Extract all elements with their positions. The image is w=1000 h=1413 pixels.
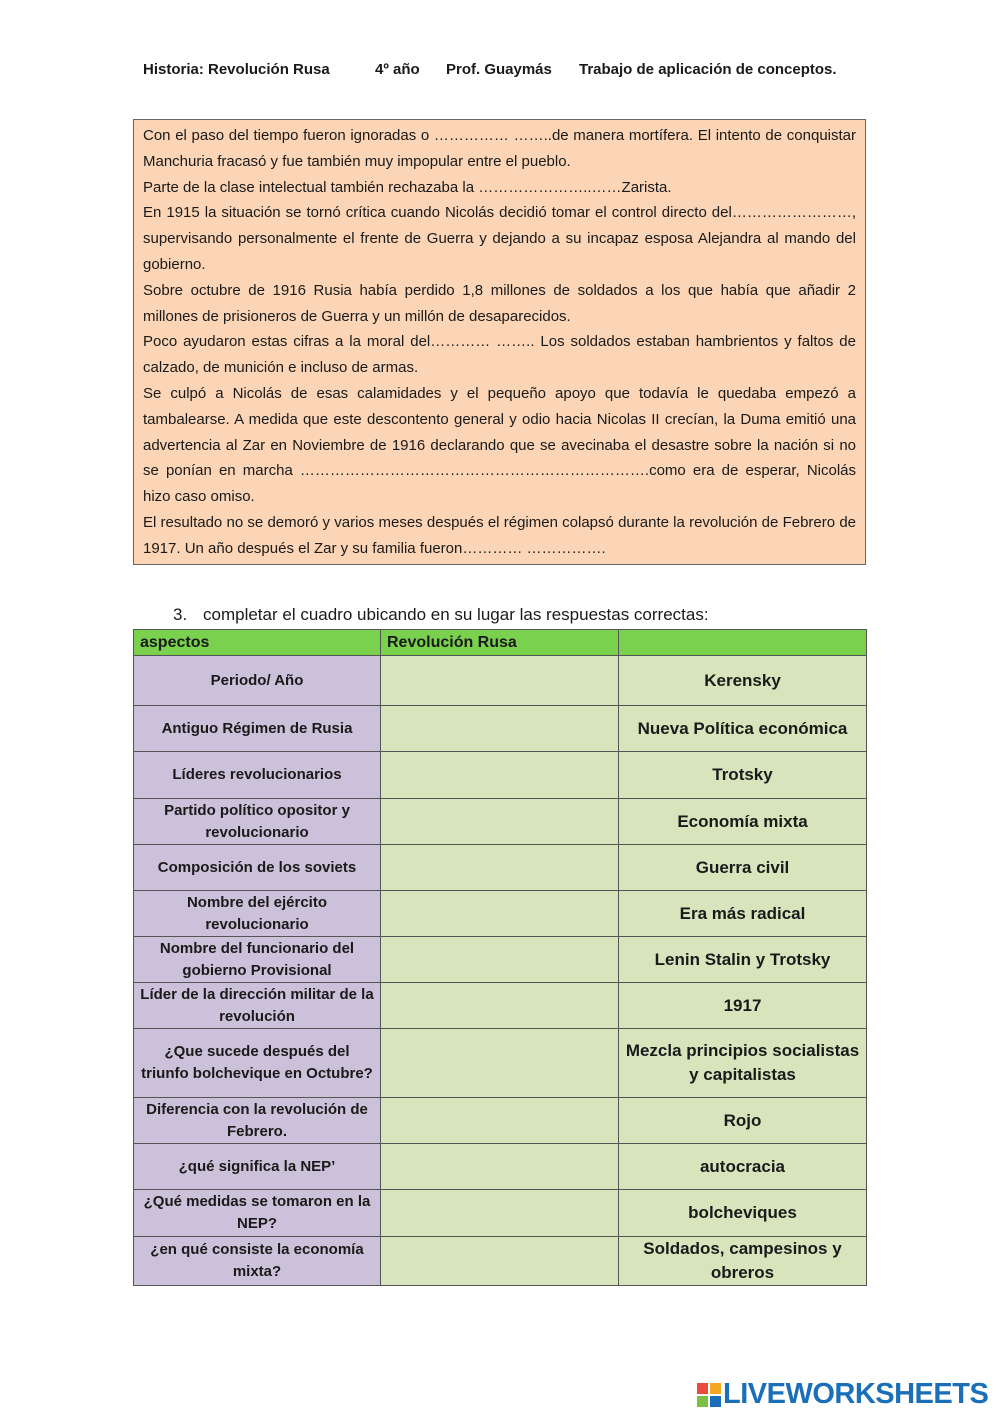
answer-option[interactable]: bolcheviques [619,1190,867,1237]
answer-drop-cell[interactable] [381,752,619,799]
aspect-label: Composición de los soviets [134,845,381,891]
column-header-aspects: aspectos [134,630,381,656]
answer-drop-cell[interactable] [381,799,619,845]
table-row [134,1144,867,1190]
table-row [134,891,867,937]
aspect-label: ¿Que sucede después del triunfo bolchevique en Octubre? [134,1029,381,1098]
liveworksheets-logo-icon [697,1383,721,1407]
paragraph: Poco ayudaron estas cifras a la moral del………… …….. Los soldados estaban hambrientos y faltos de calzado, de munición e incluso de armas. [143,333,856,377]
answer-drop-cell[interactable] [381,937,619,983]
answer-drop-cell[interactable] [381,1098,619,1144]
answer-option[interactable]: Era más radical [619,891,867,937]
table-header-row [134,630,867,656]
aspect-label: Nombre del ejército revolucionario [134,891,381,937]
question-text: completar el cuadro ubicando en su lugar las respuestas correctas: [203,605,709,624]
table-row [134,1029,867,1098]
liveworksheets-logo [697,1378,988,1408]
logo-text: LIVEWORKSHEETS [723,1378,989,1410]
table-row [134,1098,867,1144]
paragraph: Sobre octubre de 1916 Rusia había perdido 1,8 millones de soldados a los que había que añadir 2 millones de prisioneros de Guerra y un millón de desaparecidos. [143,281,856,325]
table-row [134,656,867,706]
answer-option[interactable]: Lenin Stalin y Trotsky [619,937,867,983]
aspect-label: Líder de la dirección militar de la revolución [134,983,381,1029]
paragraph: Con el paso del tiempo fueron ignoradas o …………… ……..de manera mortífera. El intento de conquistar Manchuria fracasó y fue también muy impopular entre el pueblo. [143,127,856,170]
answer-option[interactable]: Mezcla principios socialistas y capitalistas [619,1029,867,1098]
answer-drop-cell[interactable] [381,706,619,752]
answer-option[interactable]: Nueva Política económica [619,706,867,752]
worksheet-header [143,61,883,83]
table-row [134,706,867,752]
aspect-label: Líderes revolucionarios [134,752,381,799]
aspect-label: Periodo/ Año [134,656,381,706]
teacher-name: Prof. Guaymás [446,61,552,78]
answer-option[interactable]: Rojo [619,1098,867,1144]
paragraph: Parte de la clase intelectual también rechazaba la …………………..……Zarista. [143,178,672,196]
answer-option[interactable]: Guerra civil [619,845,867,891]
table-row [134,1237,867,1286]
paragraph: El resultado no se demoró y varios meses después el régimen colapsó durante la revolución de Febrero de 1917. Un año después el Zar y su familia fueron………… ……………. [143,513,856,557]
table-row [134,937,867,983]
answer-drop-cell[interactable] [381,1237,619,1286]
table-row [134,845,867,891]
column-header-revolution: Revolución Rusa [381,630,619,656]
paragraph: En 1915 la situación se tornó crítica cuando Nicolás decidió tomar el control directo del……………………, supervisando personalmente el frente de Guerra y dejando a su incapaz esposa Alejandra al mando del gobierno. [143,204,856,273]
subject-title: Historia: Revolución Rusa [143,61,330,78]
grade-label: 4º año [375,61,420,78]
question-3-instruction [173,605,709,625]
answer-option[interactable]: Trotsky [619,752,867,799]
question-number: 3. [173,605,188,624]
reading-text-box [133,119,866,565]
answer-option[interactable]: autocracia [619,1144,867,1190]
answer-option[interactable]: Kerensky [619,656,867,706]
aspect-label: Nombre del funcionario del gobierno Provisional [134,937,381,983]
table-row [134,983,867,1029]
table-row [134,1190,867,1237]
answer-option[interactable]: Economía mixta [619,799,867,845]
table-row [134,752,867,799]
answer-drop-cell[interactable] [381,845,619,891]
aspect-label: ¿qué significa la NEP’ [134,1144,381,1190]
answer-drop-cell[interactable] [381,1144,619,1190]
aspect-label: Antiguo Régimen de Rusia [134,706,381,752]
answer-drop-cell[interactable] [381,891,619,937]
aspect-label: Diferencia con la revolución de Febrero. [134,1098,381,1144]
aspect-label: ¿Qué medidas se tomaron en la NEP? [134,1190,381,1237]
answer-drop-cell[interactable] [381,1190,619,1237]
paragraph: Se culpó a Nicolás de esas calamidades y el pequeño apoyo que todavía le quedaba empezó a tambalearse. A medida que este descontento general y odio hacia Nicolas II crecían, la Duma emitió una advertencia al Zar en Noviembre de 1916 declarando que se avecinaba el desastre sobre la nación si no se ponían en marcha …………………………………………………………….como era de esperar, Nicolás hizo caso omiso. [143,384,856,506]
concepts-table [133,629,867,1286]
activity-title: Trabajo de aplicación de conceptos. [579,61,837,78]
aspect-label: Partido político opositor y revolucionario [134,799,381,845]
answer-drop-cell[interactable] [381,983,619,1029]
answer-option[interactable]: 1917 [619,983,867,1029]
answer-drop-cell[interactable] [381,656,619,706]
answer-drop-cell[interactable] [381,1029,619,1098]
table-row [134,799,867,845]
column-header-options [619,630,867,656]
answer-option[interactable]: Soldados, campesinos y obreros [619,1237,867,1286]
aspect-label: ¿en qué consiste la economía mixta? [134,1237,381,1286]
